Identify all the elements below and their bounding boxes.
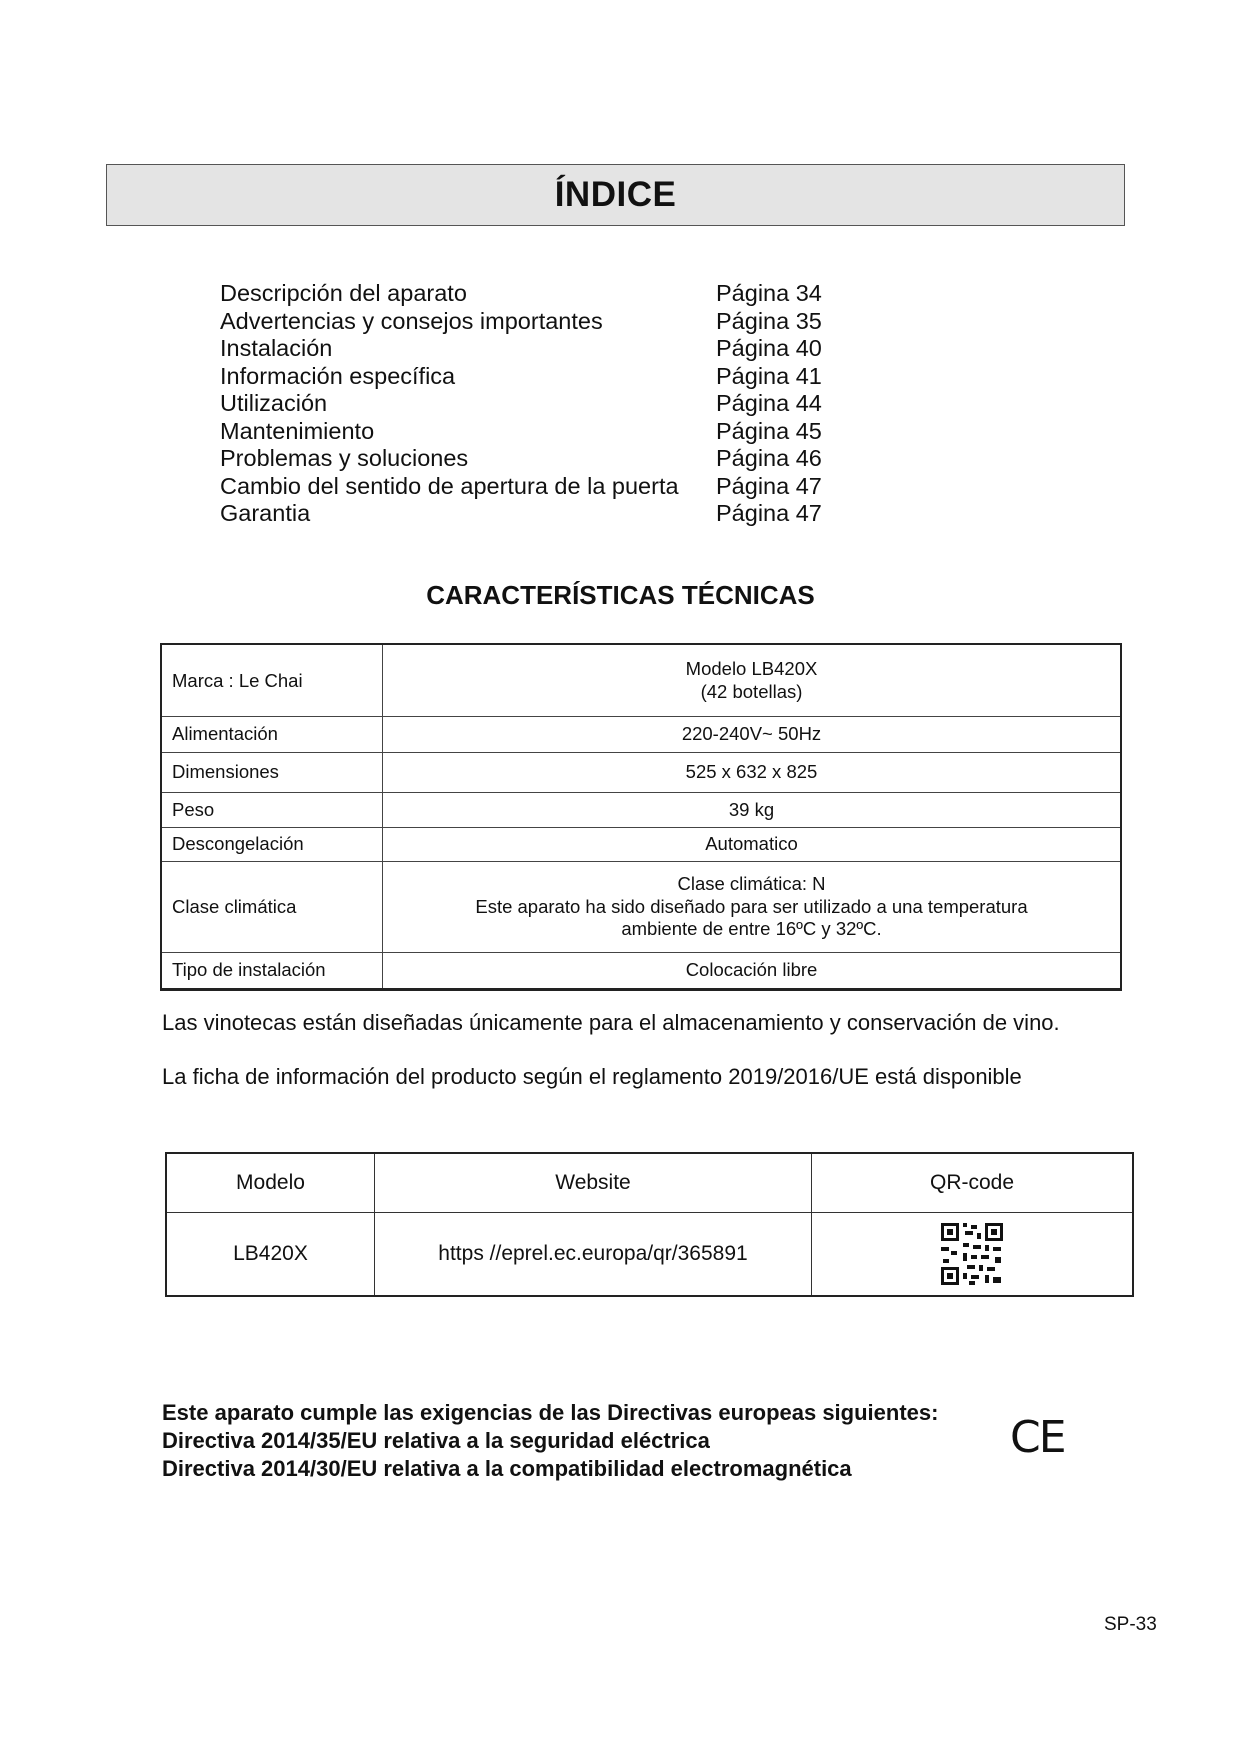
toc-entry-title: Utilización bbox=[220, 390, 328, 417]
toc-entry bbox=[220, 308, 860, 336]
toc-entry-page: Página 44 bbox=[716, 390, 822, 417]
table-row bbox=[161, 952, 1121, 989]
toc-entry-title: Descripción del aparato bbox=[220, 280, 467, 307]
install-label: Tipo de instalación bbox=[161, 952, 383, 989]
toc-entry-title: Advertencias y consejos importantes bbox=[220, 307, 603, 334]
toc-entry bbox=[220, 390, 860, 418]
ce-mark-icon: CE bbox=[1010, 1412, 1065, 1463]
table-of-contents bbox=[220, 280, 860, 528]
header-qr: QR-code bbox=[812, 1153, 1134, 1213]
product-info-table bbox=[165, 1152, 1134, 1297]
climate-value bbox=[383, 861, 1122, 952]
toc-entry-page: Página 40 bbox=[716, 335, 822, 362]
toc-entry-page: Página 34 bbox=[716, 280, 822, 307]
spec-label: Descongelación bbox=[161, 828, 383, 861]
info-website[interactable]: https //eprel.ec.europa/qr/365891 bbox=[375, 1213, 812, 1297]
toc-entry bbox=[220, 363, 860, 391]
table-row bbox=[161, 717, 1121, 752]
toc-entry bbox=[220, 418, 860, 446]
index-title: ÍNDICE bbox=[554, 175, 677, 214]
usage-note: Las vinotecas están diseñadas únicamente para el almacenamiento y conservación de vino. bbox=[162, 1010, 1060, 1035]
toc-entry bbox=[220, 280, 860, 308]
toc-entry-title: Cambio del sentido de apertura de la puerta bbox=[220, 472, 679, 499]
table-row bbox=[161, 861, 1121, 952]
model-capacity: (42 botellas) bbox=[700, 680, 803, 702]
install-value: Colocación libre bbox=[383, 952, 1122, 989]
brand-cell: Marca : Le Chai bbox=[161, 644, 383, 717]
spec-label: Dimensiones bbox=[161, 752, 383, 792]
table-row bbox=[161, 792, 1121, 827]
climate-label: Clase climática bbox=[161, 861, 383, 952]
model-cell bbox=[383, 644, 1122, 717]
toc-entry-page: Página 41 bbox=[716, 362, 822, 389]
directive-emc: Directiva 2014/30/EU relativa a la compatibilidad electromagnética bbox=[162, 1456, 852, 1481]
toc-entry-page: Página 46 bbox=[716, 445, 822, 472]
spec-value: 39 kg bbox=[383, 792, 1122, 827]
directives-block bbox=[162, 1399, 938, 1483]
table-row bbox=[166, 1213, 1133, 1297]
table-row bbox=[166, 1153, 1133, 1213]
header-model: Modelo bbox=[166, 1153, 375, 1213]
climate-description: Este aparato ha sido diseñado para ser utilizado a una temperatura bbox=[475, 895, 1028, 917]
toc-entry-title: Garantia bbox=[220, 500, 311, 527]
table-row bbox=[161, 752, 1121, 792]
climate-range: ambiente de entre 16ºC y 32ºC. bbox=[621, 917, 882, 939]
toc-entry-page: Página 35 bbox=[716, 307, 822, 334]
toc-entry bbox=[220, 445, 860, 473]
toc-entry-title: Información específica bbox=[220, 362, 456, 389]
info-model: LB420X bbox=[166, 1213, 375, 1297]
toc-entry bbox=[220, 335, 860, 363]
toc-entry-title: Mantenimiento bbox=[220, 417, 375, 444]
header-website: Website bbox=[375, 1153, 812, 1213]
toc-entry-title: Problemas y soluciones bbox=[220, 445, 469, 472]
spec-value: Automatico bbox=[383, 828, 1122, 861]
spec-label: Alimentación bbox=[161, 717, 383, 752]
table-row bbox=[161, 644, 1121, 717]
product-sheet-note: La ficha de información del producto según el reglamento 2019/2016/UE está disponible bbox=[162, 1064, 1022, 1089]
model-name: Modelo LB420X bbox=[685, 658, 818, 680]
directives-intro: Este aparato cumple las exigencias de las Directivas europeas siguientes: bbox=[162, 1400, 939, 1425]
page-number: SP-33 bbox=[1104, 1614, 1157, 1635]
toc-entry-page: Página 45 bbox=[716, 417, 822, 444]
specs-title: CARACTERÍSTICAS TÉCNICAS bbox=[426, 580, 815, 610]
toc-entry bbox=[220, 473, 860, 501]
qr-code-icon[interactable] bbox=[939, 1221, 1005, 1287]
index-title-box bbox=[106, 164, 1125, 226]
toc-entry-page: Página 47 bbox=[716, 472, 822, 499]
specs-table bbox=[160, 643, 1122, 991]
spec-value: 525 x 632 x 825 bbox=[383, 752, 1122, 792]
spec-value: 220-240V~ 50Hz bbox=[383, 717, 1122, 752]
toc-entry-title: Instalación bbox=[220, 335, 333, 362]
table-row bbox=[161, 828, 1121, 861]
toc-entry bbox=[220, 500, 860, 528]
spec-label: Peso bbox=[161, 792, 383, 827]
climate-class: Clase climática: N bbox=[677, 873, 826, 895]
directive-electrical-safety: Directiva 2014/35/EU relativa a la seguridad eléctrica bbox=[162, 1428, 710, 1453]
toc-entry-page: Página 47 bbox=[716, 500, 822, 527]
qr-code-cell bbox=[812, 1213, 1134, 1297]
